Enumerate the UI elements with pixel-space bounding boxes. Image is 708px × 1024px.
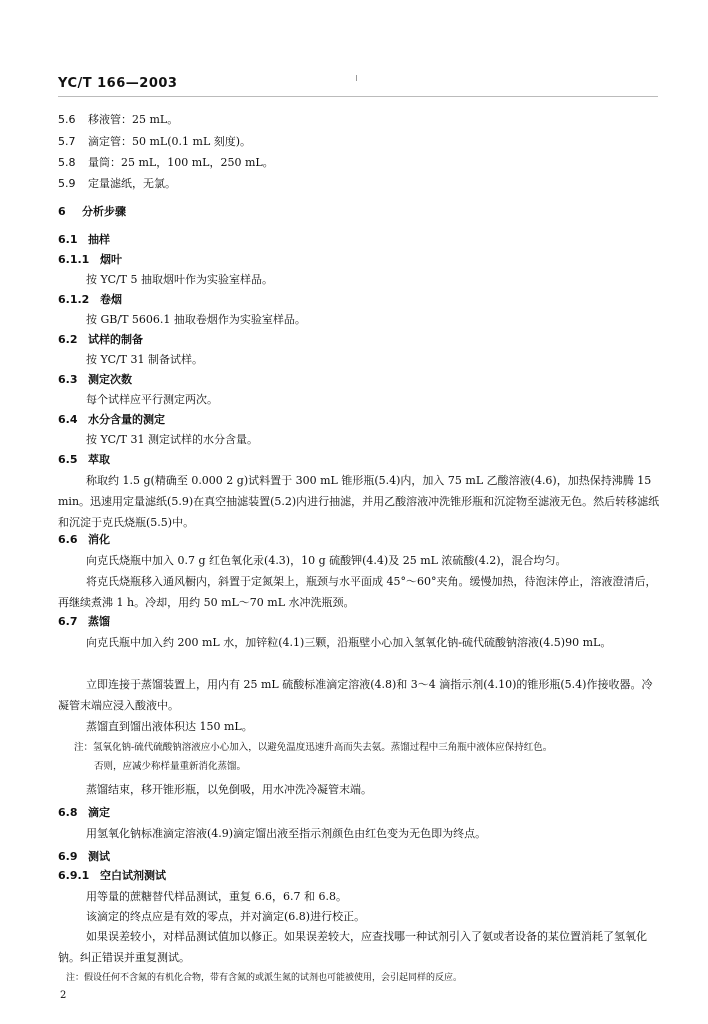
section-number: 6.3 [58,373,78,386]
section-title: 水分含量的测定 [88,413,165,426]
item-text: 定量滤纸，无氯。 [88,177,176,190]
note-continuation: 否则，应减少称样量重新消化蒸馏。 [94,761,247,772]
section-number: 6.1 [58,233,78,246]
list-item [58,155,662,171]
note-text: 氢氧化钠-硫代硫酸钠溶液应小心加入，以避免温度迅速升高而失去氨。蒸馏过程中三角瓶中液体应保持红色。 [93,742,553,753]
paragraph: 用氢氧化钠标准滴定溶液(4.9)滴定馏出液至指示剂颜色由红色变为无色即为终点。 [86,827,487,840]
note: 注：假设任何不含氮的有机化合物，带有含氮的或派生氮的试剂也可能被使用，会引起同样的反应。 [66,973,463,983]
section-heading [58,849,662,865]
chapter-number: 6 [58,205,66,218]
paragraph: 立即连接于蒸馏装置上，用内有 25 mL 硫酸标准滴定溶液(4.8)和 3～4 滴指示剂(4.10)的锥形瓶(5.4)作接收器。冷凝管末端应浸入酸液中。 [58,678,653,712]
paragraph: 蒸馏结束，移开锥形瓶，以免倒吸，用水冲洗冷凝管末端。 [86,783,372,796]
item-number: 5.7 [58,135,76,148]
subsection-title: 卷烟 [100,293,122,306]
paragraph: 将克氏烧瓶移入通风橱内，斜置于定氮架上，瓶颈与水平面成 45°～60°夹角。缓慢加热，待泡沫停止，溶液澄清后，再继续煮沸 1 h。冷却，用约 50 mL～70 mL 水冲洗瓶颈。 [58,575,657,609]
list-item [58,112,662,128]
subsection-number: 6.9.1 [58,869,90,882]
section-number: 6.8 [58,806,78,819]
section-heading [58,372,662,388]
subsection-number: 6.1.1 [58,253,90,266]
list-item [58,134,662,150]
item-number: 5.6 [58,113,76,126]
item-number: 5.8 [58,156,76,169]
note [74,738,662,758]
item-text: 量筒：25 mL，100 mL，250 mL。 [88,156,274,169]
paragraph: 称取约 1.5 g(精确至 0.000 2 g)试料置于 300 mL 锥形瓶(5.4)内，加入 75 mL 乙酸溶液(4.6)，加热保持沸腾 15 min。迅速用定量滤纸(5.9)在真空抽滤装置(5.2)内进行抽滤，并用乙酸溶液冲洗锥形瓶和沉淀物至滤液无色。然后转移滤纸和沉淀于克氏烧瓶(5.5)中。 [58,474,660,529]
paragraph: 按 YC/T 31 制备试样。 [86,353,204,366]
section-heading [58,805,662,821]
paragraph: 每个试样应平行测定两次。 [86,393,218,406]
item-text: 滴定管：50 mL(0.1 mL 刻度)。 [88,135,252,148]
paragraph: 按 YC/T 31 测定试样的水分含量。 [86,433,259,446]
standard-code-header: YC/T 166—2003 [58,76,178,91]
section-heading [58,412,662,428]
page-number: 2 [60,990,67,1001]
paragraph: 如果误差较小，对样品测试值加以修正。如果误差较大，应查找哪一种试剂引入了氨或者设备的某位置消耗了氢氧化钠。纠正错误并重复测试。 [58,930,647,964]
section-heading [58,452,662,468]
section-title: 萃取 [88,453,110,466]
section-title: 抽样 [88,233,110,246]
section-heading [58,332,662,348]
section-number: 6.6 [58,533,78,546]
paragraph: 用等量的蔗糖替代样品测试，重复 6.6，6.7 和 6.8。 [86,890,347,903]
section-title: 蒸馏 [88,615,110,628]
chapter-heading [58,204,662,220]
section-number: 6.2 [58,333,78,346]
paragraph: 该滴定的终点应是有效的零点，并对滴定(6.8)进行校正。 [86,910,366,923]
paragraph: 按 YC/T 5 抽取烟叶作为实验室样品。 [86,273,274,286]
note-label: 注： [74,742,94,753]
header-divider [58,96,658,97]
chapter-title: 分析步骤 [82,205,126,218]
section-heading [58,614,662,630]
section-number: 6.5 [58,453,78,466]
scan-mark [356,75,357,81]
subsection-title: 烟叶 [100,253,122,266]
subsection-number: 6.1.2 [58,293,90,306]
item-number: 5.9 [58,177,76,190]
section-title: 测定次数 [88,373,132,386]
section-number: 6.9 [58,850,78,863]
paragraph: 蒸馏直到馏出液体积达 150 mL。 [86,720,253,733]
section-title: 试样的制备 [88,333,143,346]
subsection-heading [58,252,662,268]
section-title: 滴定 [88,806,110,819]
paragraph: 向克氏瓶中加入约 200 mL 水，加锌粒(4.1)三颗，沿瓶壁小心加入氢氧化钠-硫代硫酸钠溶液(4.5)90 mL。 [86,636,612,649]
subsection-title: 空白试剂测试 [100,869,166,882]
section-heading [58,232,662,248]
section-number: 6.4 [58,413,78,426]
section-title: 测试 [88,850,110,863]
section-number: 6.7 [58,615,78,628]
item-text: 移液管：25 mL。 [88,113,179,126]
subsection-heading [58,292,662,308]
list-item [58,176,662,192]
subsection-heading [58,868,662,884]
paragraph: 向克氏烧瓶中加入 0.7 g 红色氧化汞(4.3)，10 g 硫酸钾(4.4)及 25 mL 浓硫酸(4.2)，混合均匀。 [86,554,567,567]
paragraph: 按 GB/T 5606.1 抽取卷烟作为实验室样品。 [86,313,306,326]
section-title: 消化 [88,533,110,546]
section-heading [58,532,662,548]
